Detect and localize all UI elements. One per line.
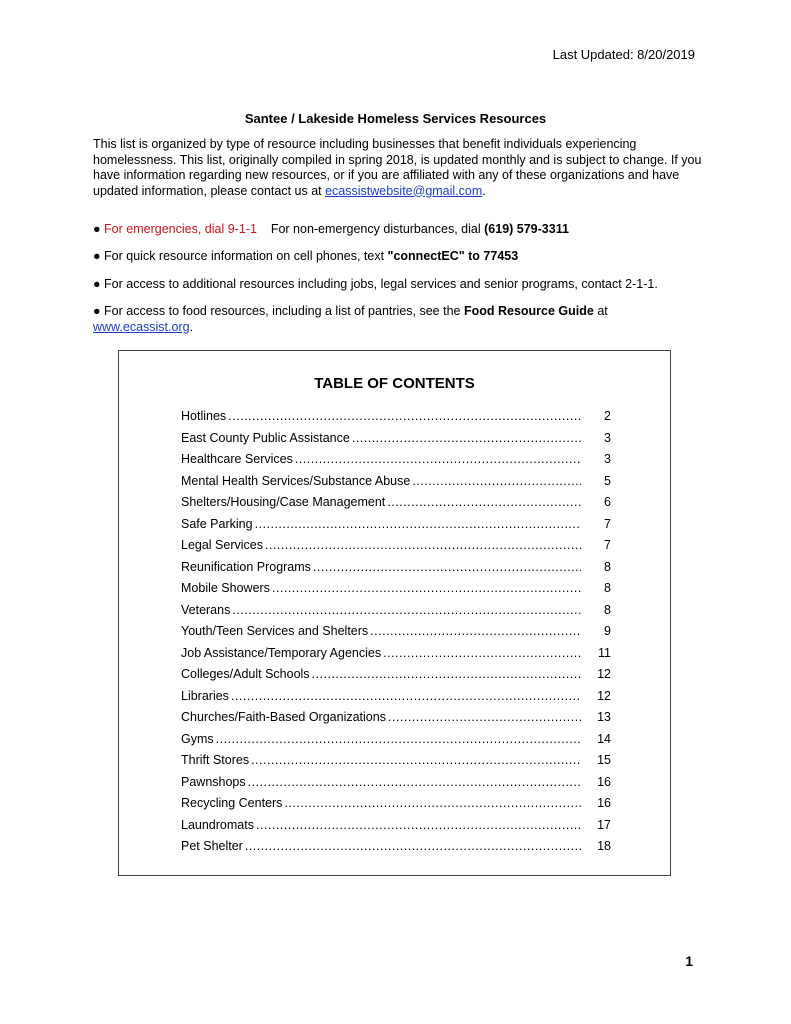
toc-entry[interactable]: [181, 431, 611, 453]
toc-entry-label: Colleges/Adult Schools: [181, 667, 310, 681]
toc-entry[interactable]: [181, 581, 611, 603]
toc-entry-label: Job Assistance/Temporary Agencies: [181, 645, 382, 660]
toc-entry-page: 18: [597, 839, 611, 853]
additional-resources-line: [93, 277, 713, 293]
toc-entry-page: 3: [604, 430, 611, 445]
bullet-icon: ●: [93, 304, 101, 318]
toc-entry-page: 11: [598, 645, 611, 660]
table-of-contents-box: [118, 350, 671, 876]
emergency-text: For emergencies, dial 9-1-1: [104, 222, 257, 236]
ecassist-website-link[interactable]: www.ecassist.org: [93, 319, 190, 334]
toc-leader-dots: [313, 560, 581, 574]
toc-leader-dots: [248, 775, 581, 789]
toc-entry-page: 2: [604, 409, 611, 423]
toc-leader-dots: [232, 603, 581, 617]
toc-entry[interactable]: [181, 603, 611, 625]
emergency-line: [93, 222, 713, 238]
additional-resources-text: For access to additional resources including jobs, legal services and senior programs, contact 2-1-1.: [104, 277, 658, 291]
toc-entry[interactable]: [181, 839, 611, 857]
toc-entry[interactable]: [181, 646, 611, 668]
toc-entry-page: 7: [604, 538, 611, 552]
toc-entry-page: 8: [604, 602, 611, 617]
toc-entry-page: 9: [604, 624, 611, 638]
toc-entry-label: Veterans: [181, 602, 231, 617]
toc-entry-label: Churches/Faith-Based Organizations: [181, 710, 386, 724]
toc-leader-dots: [251, 753, 581, 767]
toc-entry[interactable]: [181, 409, 611, 431]
food-resources-line: [93, 304, 713, 335]
toc-entry[interactable]: [181, 775, 611, 797]
toc-entry-label: Youth/Teen Services and Shelters: [181, 624, 369, 638]
toc-entry[interactable]: [181, 517, 611, 539]
toc-leader-dots: [387, 495, 581, 509]
toc-entry-label: Pet Shelter: [181, 839, 243, 853]
bullet-icon: ●: [93, 249, 101, 263]
toc-entry-label: Hotlines: [181, 409, 227, 423]
toc-entry-page: 16: [597, 774, 611, 789]
toc-entry-label: Reunification Programs: [181, 559, 311, 574]
intro-paragraph: [93, 137, 713, 199]
last-updated: Last Updated: 8/20/2019: [552, 47, 695, 62]
quick-info-line: [93, 249, 713, 265]
toc-leader-dots: [216, 732, 581, 746]
toc-entry-page: 8: [604, 581, 611, 595]
toc-leader-dots: [228, 409, 581, 423]
toc-entry[interactable]: [181, 538, 611, 560]
toc-entry[interactable]: [181, 689, 611, 711]
toc-entry-label: Thrift Stores: [181, 753, 250, 767]
quick-info-text: For quick resource information on cell phones, text: [104, 249, 388, 263]
toc-entry[interactable]: [181, 796, 611, 818]
toc-entry[interactable]: [181, 710, 611, 732]
toc-entry-label: East County Public Assistance: [181, 430, 350, 445]
toc-entry[interactable]: [181, 560, 611, 582]
toc-entry-label: Safe Parking: [181, 516, 253, 531]
toc-leader-dots: [256, 818, 581, 832]
food-resources-text-2: at: [593, 304, 608, 318]
toc-entry-label: Shelters/Housing/Case Management: [181, 495, 386, 509]
toc-entry[interactable]: [181, 474, 611, 496]
intro-text: This list is organized by type of resource including businesses that benefit individuals experiencing homelessness. This list, originally compiled in spring 2018, is updated monthly and is subject to change. If you have information regarding new resources, or if you are affiliated with any of these organizations and have updated information, please contact us at: [93, 137, 702, 198]
bullet-icon: ●: [93, 222, 101, 236]
toc-entry-label: Libraries: [181, 688, 229, 703]
toc-leader-dots: [255, 517, 581, 531]
toc-leader-dots: [265, 538, 581, 552]
toc-entry-label: Healthcare Services: [181, 452, 293, 466]
toc-entry-label: Recycling Centers: [181, 796, 283, 810]
toc-entry-page: 15: [597, 753, 611, 767]
toc-entry-page: 12: [597, 667, 611, 681]
toc-leader-dots: [245, 839, 581, 853]
bullet-icon: ●: [93, 277, 101, 291]
toc-entry-label: Mobile Showers: [181, 581, 270, 595]
toc-entry-page: 8: [604, 559, 611, 574]
toc-entry-label: Mental Health Services/Substance Abuse: [181, 473, 411, 488]
document-title: Santee / Lakeside Homeless Services Resources: [244, 111, 547, 126]
toc-leader-dots: [231, 689, 581, 703]
toc-entry[interactable]: [181, 753, 611, 775]
toc-entry[interactable]: [181, 732, 611, 754]
toc-entry-label: Gyms: [181, 731, 214, 746]
toc-leader-dots: [370, 624, 581, 638]
toc-entry-page: 12: [597, 688, 611, 703]
intro-end: .: [482, 183, 486, 198]
toc-leader-dots: [284, 796, 581, 810]
toc-entry-label: Laundromats: [181, 817, 254, 832]
contact-email-link[interactable]: ecassistwebsite@gmail.com: [325, 183, 483, 198]
toc-entry-page: 6: [604, 495, 611, 509]
toc-entry-page: 17: [597, 817, 611, 832]
toc-leader-dots: [295, 452, 581, 466]
toc-leader-dots: [272, 581, 581, 595]
toc-leader-dots: [388, 710, 581, 724]
food-end: .: [189, 319, 194, 334]
toc-leader-dots: [352, 431, 581, 445]
toc-list: [181, 409, 611, 857]
food-resource-guide: Food Resource Guide: [463, 304, 594, 318]
toc-entry-page: 14: [597, 731, 611, 746]
toc-leader-dots: [383, 646, 581, 660]
food-resources-text: For access to food resources, including a list of pantries, see the: [104, 304, 464, 318]
toc-leader-dots: [312, 667, 581, 681]
toc-entry[interactable]: [181, 667, 611, 689]
toc-entry[interactable]: [181, 452, 611, 474]
non-emergency-phone: (619) 579-3311: [484, 222, 569, 236]
toc-entry[interactable]: [181, 818, 611, 840]
toc-entry-label: Legal Services: [181, 538, 263, 552]
toc-entry-page: 7: [604, 516, 611, 531]
toc-entry-label: Pawnshops: [181, 774, 246, 789]
quick-info-code: "connectEC" to 77453: [387, 249, 519, 263]
page-number: 1: [685, 953, 693, 969]
toc-entry-page: 16: [597, 796, 611, 810]
toc-entry-page: 3: [604, 452, 611, 466]
toc-title: TABLE OF CONTENTS: [314, 375, 475, 392]
non-emergency-text: For non-emergency disturbances, dial: [270, 222, 485, 236]
toc-entry[interactable]: [181, 624, 611, 646]
toc-leader-dots: [412, 474, 581, 488]
toc-entry[interactable]: [181, 495, 611, 517]
toc-entry-page: 5: [604, 473, 611, 488]
toc-entry-page: 13: [597, 710, 611, 724]
